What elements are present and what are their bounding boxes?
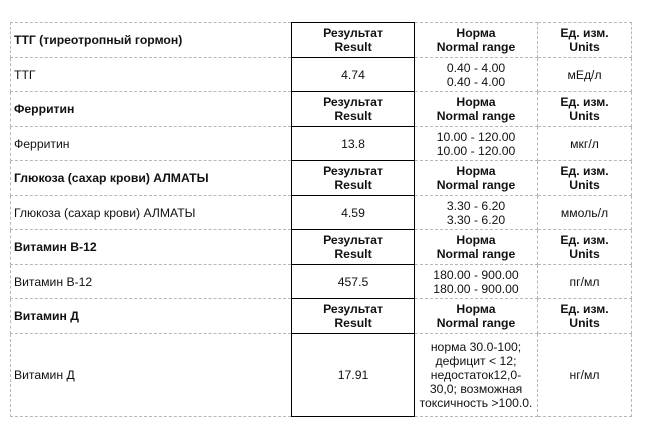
- section-header-row: [11, 23, 632, 58]
- norm-column-header: Норма Normal range: [415, 23, 538, 58]
- unit: нг/мл: [538, 334, 632, 417]
- test-name: Глюкоза (сахар крови) АЛМАТЫ: [11, 196, 292, 230]
- normal-range: 0.40 - 4.00 0.40 - 4.00: [415, 58, 538, 92]
- result-value: 17.91: [292, 334, 415, 417]
- result-column-header: Результат Result: [292, 299, 415, 334]
- result-value: 4.59: [292, 196, 415, 230]
- test-name: Витамин Д: [11, 334, 292, 417]
- result-column-header: Результат Result: [292, 92, 415, 127]
- norm-column-header: Норма Normal range: [415, 299, 538, 334]
- lab-results-table: [10, 22, 632, 417]
- unit: ммоль/л: [538, 196, 632, 230]
- test-result-row: [11, 334, 632, 417]
- test-result-row: [11, 127, 632, 161]
- test-result-row: [11, 265, 632, 299]
- test-result-row: [11, 58, 632, 92]
- norm-column-header: Норма Normal range: [415, 161, 538, 196]
- norm-column-header: Норма Normal range: [415, 92, 538, 127]
- units-column-header: Ед. изм. Units: [538, 23, 632, 58]
- result-value: 13.8: [292, 127, 415, 161]
- unit: мкг/л: [538, 127, 632, 161]
- normal-range: норма 30.0-100; дефицит < 12; недостаток12,0- 30,0; возможная токсичность >100.0.: [415, 334, 538, 417]
- section-title: Глюкоза (сахар крови) АЛМАТЫ: [11, 161, 292, 196]
- test-name: Витамин В-12: [11, 265, 292, 299]
- units-column-header: Ед. изм. Units: [538, 299, 632, 334]
- test-name: ТТГ: [11, 58, 292, 92]
- norm-column-header: Норма Normal range: [415, 230, 538, 265]
- section-title: ТТГ (тиреотропный гормон): [11, 23, 292, 58]
- unit: мЕд/л: [538, 58, 632, 92]
- result-value: 457.5: [292, 265, 415, 299]
- section-header-row: [11, 161, 632, 196]
- result-column-header: Результат Result: [292, 161, 415, 196]
- section-header-row: [11, 230, 632, 265]
- normal-range: 180.00 - 900.00 180.00 - 900.00: [415, 265, 538, 299]
- section-title: Витамин В-12: [11, 230, 292, 265]
- section-header-row: [11, 92, 632, 127]
- section-title: Витамин Д: [11, 299, 292, 334]
- units-column-header: Ед. изм. Units: [538, 230, 632, 265]
- test-result-row: [11, 196, 632, 230]
- result-column-header: Результат Result: [292, 23, 415, 58]
- units-column-header: Ед. изм. Units: [538, 92, 632, 127]
- result-value: 4.74: [292, 58, 415, 92]
- section-header-row: [11, 299, 632, 334]
- result-column-header: Результат Result: [292, 230, 415, 265]
- normal-range: 3.30 - 6.20 3.30 - 6.20: [415, 196, 538, 230]
- normal-range: 10.00 - 120.00 10.00 - 120.00: [415, 127, 538, 161]
- units-column-header: Ед. изм. Units: [538, 161, 632, 196]
- test-name: Ферритин: [11, 127, 292, 161]
- section-title: Ферритин: [11, 92, 292, 127]
- unit: пг/мл: [538, 265, 632, 299]
